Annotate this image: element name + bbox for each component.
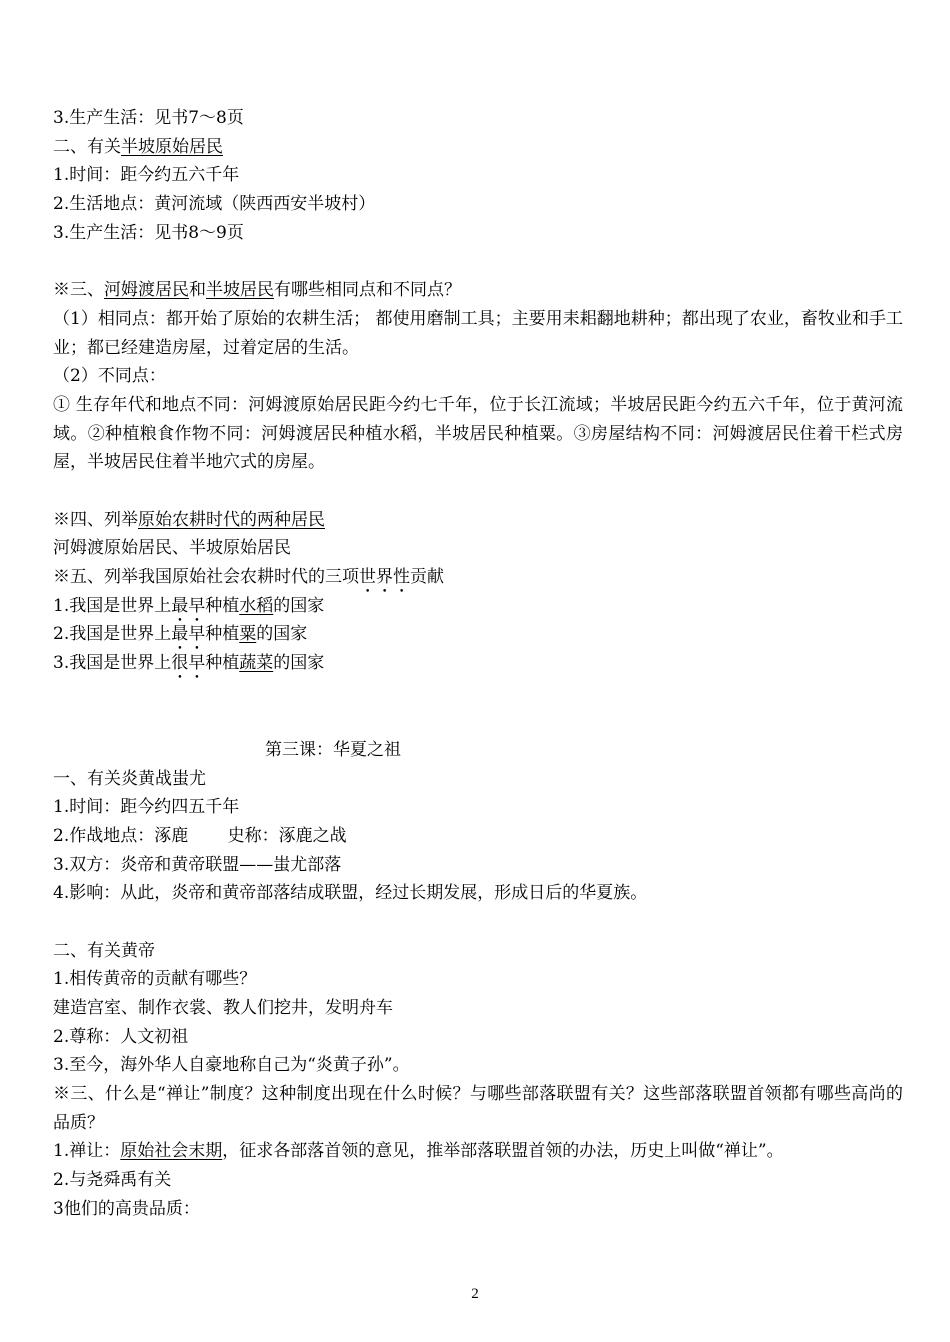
list-item bbox=[53, 592, 903, 621]
text-line: 3.生产生活：见书7～8页 bbox=[53, 108, 244, 128]
text-span: 和 bbox=[189, 280, 206, 301]
underlined-term: 原始社会末期 bbox=[120, 1141, 223, 1162]
text-span: 二、有关 bbox=[53, 136, 121, 157]
text-line bbox=[53, 1137, 903, 1166]
question-heading bbox=[53, 563, 903, 592]
text-line: 1.时间：距今约四五千年 bbox=[53, 797, 240, 818]
section-heading: 一、有关炎黄战蚩尤 bbox=[53, 768, 206, 789]
underlined-term: 原始农耕时代的两种居民 bbox=[138, 509, 325, 530]
list-item bbox=[53, 649, 903, 678]
paragraph-differences: ① 生存年代和地点不同：河姆渡原始居民距今约七千年，位于长江流域；半坡居民距今约五六千年，位于黄河流域。②种植粮食作物不同：河姆渡居民种植水稻，半坡居民种植粟。③房屋结构不同：河姆渡居民住着干栏式房屋，半坡居民住着半地穴式的房屋。 bbox=[53, 394, 903, 473]
text-span: 3.我国是世界上 bbox=[53, 653, 172, 674]
emphasis-term: 很早 bbox=[171, 653, 206, 674]
emphasis-term: 最早 bbox=[171, 624, 206, 645]
paragraph-similarities: （1）相同点：都开始了原始的农耕生活； 都使用磨制工具；主要用耒耜翻地耕种；都出现了农业，畜牧业和手工业；都已经建造房屋，过着定居的生活。 bbox=[53, 308, 903, 358]
text-line: 2.生活地点：黄河流域（陕西西安半坡村） bbox=[53, 194, 376, 215]
text-line: 4.影响：从此，炎帝和黄帝部落结成联盟，经过长期发展，形成日后的华夏族。 bbox=[53, 883, 648, 904]
text-line: 2.与尧舜禹有关 bbox=[53, 1170, 172, 1191]
text-line: 建造宫室、制作衣裳、教人们挖井，发明舟车 bbox=[53, 998, 393, 1019]
underlined-term: 半坡原始居民 bbox=[121, 136, 223, 157]
text-line: 2.作战地点：涿鹿 史称：涿鹿之战 bbox=[53, 825, 347, 846]
text-line: 3他们的高贵品质： bbox=[53, 1198, 200, 1219]
text-span: 的国家 bbox=[256, 624, 308, 645]
text-line: 2.尊称：人文初祖 bbox=[53, 1026, 189, 1047]
underlined-term: 粟 bbox=[239, 624, 257, 645]
text-span: 种植 bbox=[205, 595, 240, 616]
section-heading bbox=[53, 133, 903, 162]
question-heading: ※三、什么是“禅让”制度？这种制度出现在什么时候？与哪些部落联盟有关？这些部落联盟首领都有哪些高尚的品质？ bbox=[53, 1084, 903, 1133]
text-line: 3.至今，海外华人自豪地称自己为“炎黄子孙”。 bbox=[53, 1055, 410, 1076]
section-heading: 二、有关黄帝 bbox=[53, 940, 155, 961]
list-item bbox=[53, 620, 903, 649]
question-heading bbox=[53, 276, 903, 305]
underlined-term: 半坡居民 bbox=[206, 280, 274, 301]
text-line: 3.双方：炎帝和黄帝联盟——蚩尤部落 bbox=[53, 854, 342, 875]
text-line: 河姆渡原始居民、半坡原始居民 bbox=[53, 538, 291, 559]
page-number: 2 bbox=[471, 1286, 479, 1302]
text-line: 3.生产生活：见书8～9页 bbox=[53, 222, 244, 243]
underlined-term: 河姆渡居民 bbox=[104, 280, 189, 301]
emphasis-term: 世界性 bbox=[359, 567, 410, 588]
text-span: ※四、列举 bbox=[53, 509, 138, 530]
text-span: ※三、 bbox=[53, 280, 104, 301]
page-content bbox=[53, 104, 903, 1224]
emphasis-term: 最早 bbox=[171, 595, 206, 616]
text-span: 的国家 bbox=[273, 595, 325, 616]
text-line: 1.时间：距今约五六千年 bbox=[53, 165, 240, 186]
text-span: ※五、列举我国原始社会农耕时代的三项 bbox=[53, 567, 359, 588]
text-span: 的国家 bbox=[273, 653, 325, 674]
text-line: 1.相传黄帝的贡献有哪些？ bbox=[53, 969, 257, 990]
text-span: ，征求各部落首领的意见，推举部落联盟首领的办法，历史上叫做“禅让”。 bbox=[222, 1141, 784, 1162]
underlined-term: 水稻 bbox=[239, 595, 274, 616]
text-span: 有哪些相同点和不同点？ bbox=[274, 280, 461, 301]
question-heading bbox=[53, 506, 903, 535]
lesson-title: 第三课：华夏之祖 bbox=[265, 739, 401, 760]
text-span: 种植 bbox=[205, 653, 240, 674]
text-span: 1.我国是世界上 bbox=[53, 595, 172, 616]
text-span: 1.禅让： bbox=[53, 1141, 121, 1162]
text-span: 贡献 bbox=[410, 567, 444, 588]
text-line: （2）不同点： bbox=[53, 366, 166, 387]
underlined-term: 蔬菜 bbox=[239, 653, 274, 674]
text-span: 2.我国是世界上 bbox=[53, 624, 172, 645]
text-span: 种植 bbox=[205, 624, 240, 645]
